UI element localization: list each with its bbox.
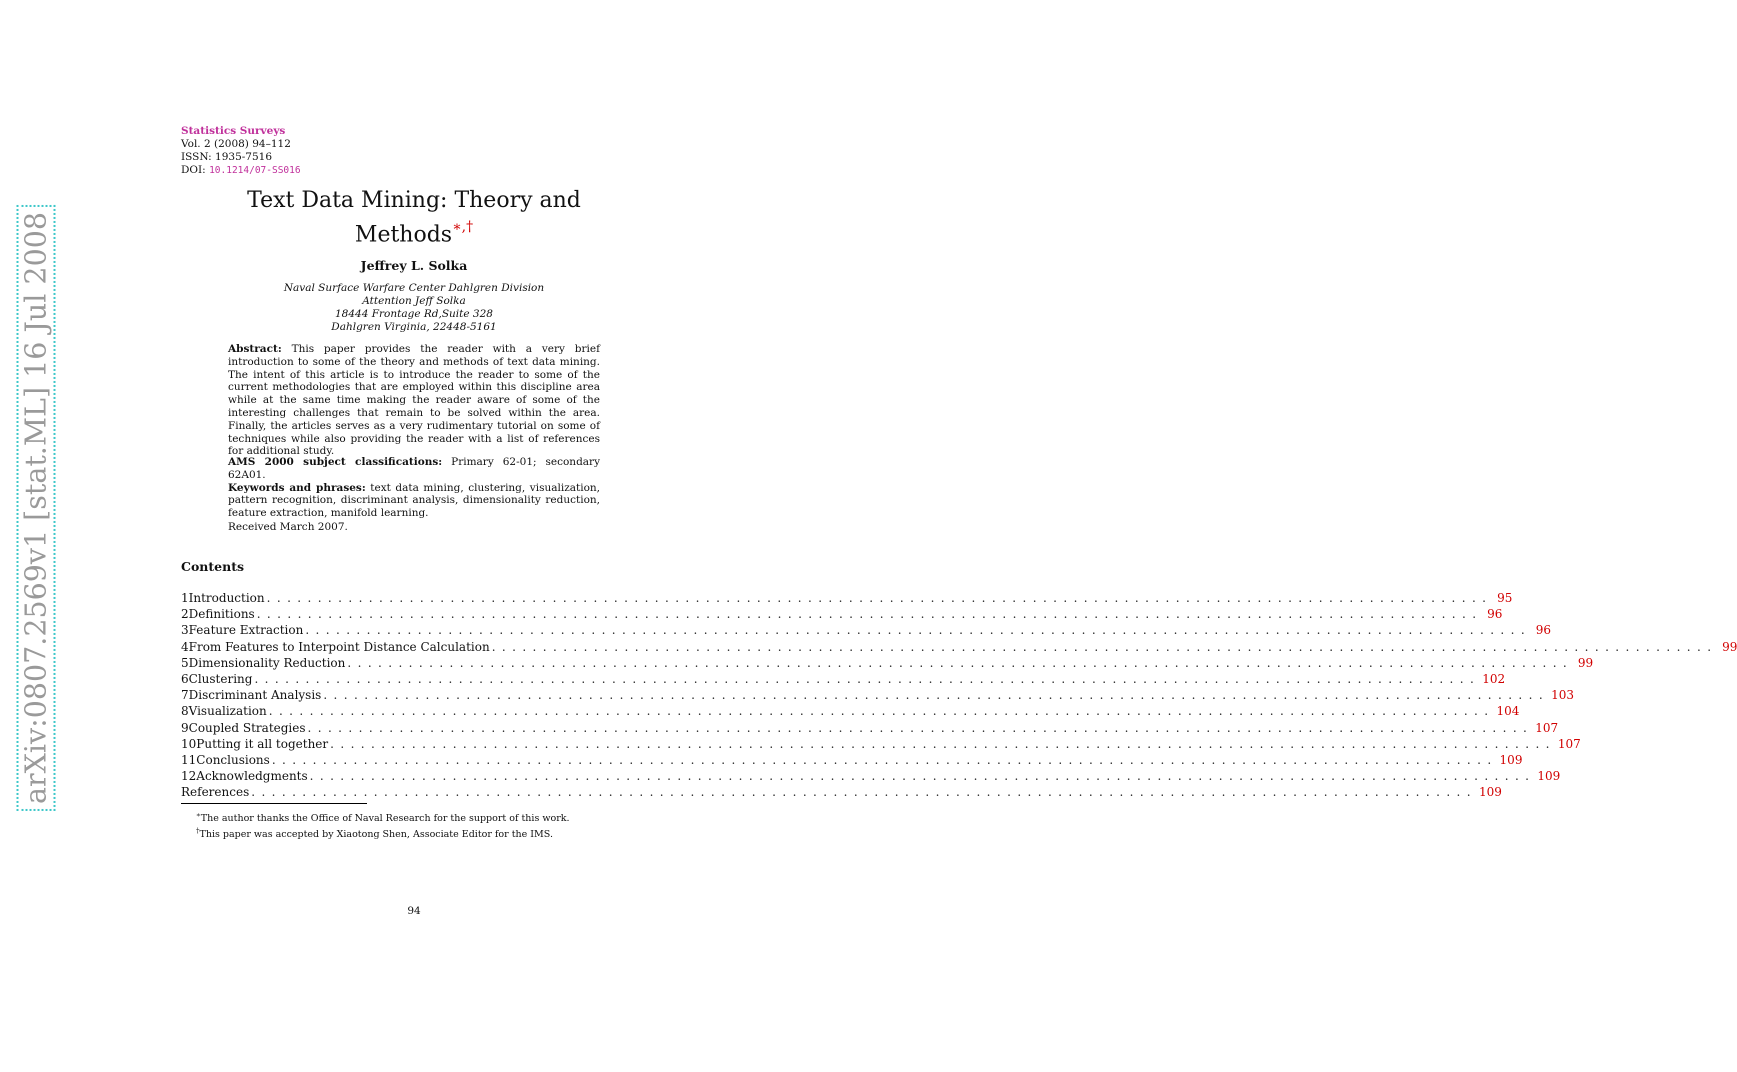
received-date: Received March 2007.: [228, 521, 348, 533]
table-of-contents: [181, 591, 1737, 801]
toc-entry[interactable]: [181, 785, 1502, 801]
toc-entry-title[interactable]: Visualization: [188, 704, 267, 719]
footnote: [196, 809, 570, 825]
journal-name[interactable]: Statistics Surveys: [181, 125, 286, 137]
toc-entry-title[interactable]: From Features to Interpoint Distance Calculation: [188, 639, 490, 654]
toc-entry-title[interactable]: Feature Extraction: [188, 623, 304, 638]
ams-classification: [228, 456, 600, 482]
author-name: Jeffrey L. Solka: [360, 258, 468, 273]
classification-block: [228, 456, 600, 520]
toc-entry[interactable]: [181, 591, 1513, 607]
abstract-label: Abstract:: [228, 343, 282, 355]
title-footnote-marks[interactable]: ∗,†: [452, 219, 474, 235]
toc-dot-leader: ........................................................................................................................: [254, 671, 1481, 686]
journal-issn: ISSN: 1935-7516: [181, 151, 273, 163]
toc-entry-title[interactable]: Coupled Strategies: [188, 720, 306, 735]
toc-entry-number: 10: [181, 736, 197, 751]
title-line-2-text: Methods: [354, 222, 453, 248]
toc-entry-page-link[interactable]: 104: [1496, 704, 1520, 719]
toc-entry-title[interactable]: Discriminant Analysis: [188, 688, 322, 703]
toc-entry-page-link[interactable]: 99: [1722, 639, 1737, 654]
toc-entry[interactable]: [181, 704, 1520, 720]
toc-dot-leader: ........................................................................................................................: [251, 785, 1477, 800]
doi-label: DOI:: [181, 164, 206, 176]
contents-heading: Contents: [181, 559, 245, 574]
footnote-rule: [181, 803, 367, 804]
title-line-1: Text Data Mining: Theory and: [247, 188, 581, 213]
toc-entry-number: 3: [181, 623, 189, 638]
toc-entry-title[interactable]: Acknowledgments: [196, 769, 308, 784]
author-affiliation: [181, 282, 647, 334]
toc-entry-page-link[interactable]: 109: [1499, 752, 1523, 767]
toc-entry-number: 9: [181, 720, 189, 735]
toc-entry-number: 7: [181, 688, 189, 703]
toc-entry-title[interactable]: Clustering: [188, 671, 253, 686]
toc-dot-leader: ........................................................................................................................: [271, 752, 1498, 767]
keywords-text: text data mining, clustering, visualization, pattern recognition, discriminant analysis, dimensionality reduction, feature extraction, manifold learning.: [228, 481, 601, 520]
ams-label: AMS 2000 subject classifications:: [228, 456, 443, 468]
toc-entry-number: 5: [181, 655, 189, 670]
footnote-mark: †: [196, 827, 200, 836]
toc-entry-number: 2: [181, 607, 189, 622]
footnote-mark: ∗: [196, 811, 201, 819]
toc-entry-page-link[interactable]: 99: [1577, 655, 1594, 670]
toc-dot-leader: ........................................................................................................................: [256, 607, 1483, 622]
doi-link[interactable]: 10.1214/07-SS016: [209, 165, 301, 176]
toc-dot-leader: ........................................................................................................................: [347, 655, 1574, 670]
toc-entry[interactable]: [181, 752, 1523, 769]
toc-dot-leader: ........................................................................................................................: [323, 688, 1550, 703]
toc-entry-title[interactable]: Putting it all together: [196, 736, 329, 751]
toc-entry[interactable]: [181, 639, 1737, 656]
footnote-text: The author thanks the Office of Naval Research for the support of this work.: [200, 813, 570, 825]
toc-entry[interactable]: [181, 607, 1503, 623]
affiliation-line: Attention Jeff Solka: [362, 295, 466, 307]
toc-entry-page-link[interactable]: 95: [1497, 591, 1513, 605]
toc-entry-page-link[interactable]: 102: [1482, 671, 1506, 686]
toc-entry-number: 8: [181, 704, 189, 719]
toc-entry[interactable]: [181, 688, 1574, 704]
toc-entry[interactable]: [181, 623, 1552, 639]
toc-entry-page-link[interactable]: 96: [1535, 623, 1552, 638]
toc-entry-title[interactable]: Definitions: [188, 607, 255, 622]
toc-entry-number: 6: [181, 671, 189, 686]
toc-entry-page-link[interactable]: 109: [1478, 785, 1502, 800]
toc-entry-page-link[interactable]: 109: [1537, 769, 1561, 784]
toc-entry-number: 12: [181, 769, 197, 784]
affiliation-line: 18444 Frontage Rd,Suite 328: [335, 308, 493, 320]
toc-dot-leader: ........................................................................................................................: [305, 623, 1532, 638]
toc-entry[interactable]: [181, 769, 1561, 785]
ams-text: Primary 62-01; secondary 62A01.: [228, 456, 601, 481]
footnote: [196, 825, 570, 841]
toc-entry-title[interactable]: Dimensionality Reduction: [188, 655, 346, 670]
abstract: [228, 343, 600, 458]
footnotes: [196, 809, 570, 841]
affiliation-line: Naval Surface Warfare Center Dahlgren Division: [283, 282, 545, 294]
toc-dot-leader: ........................................................................................................................: [491, 639, 1718, 654]
toc-entry-number: 11: [181, 752, 197, 767]
page-number: 94: [407, 905, 421, 917]
toc-dot-leader: ........................................................................................................................: [268, 704, 1495, 719]
toc-entry-page-link[interactable]: 107: [1557, 736, 1581, 751]
keywords: [228, 482, 600, 520]
keywords-label: Keywords and phrases:: [228, 481, 366, 494]
title-line-2: [181, 215, 647, 249]
toc-entry-title[interactable]: Conclusions: [196, 752, 270, 767]
toc-dot-leader: ........................................................................................................................: [309, 769, 1536, 784]
toc-dot-leader: ........................................................................................................................: [330, 736, 1556, 751]
journal-doi: [181, 164, 301, 177]
toc-entry[interactable]: [181, 671, 1506, 688]
paper-title: [181, 186, 647, 249]
toc-entry-title[interactable]: Introduction: [188, 591, 265, 605]
toc-entry[interactable]: [181, 736, 1581, 753]
toc-entry[interactable]: [181, 655, 1594, 672]
toc-entry-page-link[interactable]: 107: [1535, 720, 1559, 735]
journal-header: [181, 125, 301, 177]
toc-entry-page-link[interactable]: 103: [1551, 688, 1574, 703]
affiliation-line: Dahlgren Virginia, 22448-5161: [331, 321, 497, 333]
toc-entry-number: 1: [181, 591, 189, 605]
arxiv-stamp-text: arXiv:0807.2569v1 [stat.ML] 16 Jul 2008: [17, 205, 56, 811]
toc-entry[interactable]: [181, 720, 1559, 737]
journal-volume: Vol. 2 (2008) 94–112: [181, 138, 291, 150]
abstract-text: This paper provides the reader with a very brief introduction to some of the theory and methods of text data mining. The intent of this article is to introduce the reader to some of the current methodologies that are employed within this discipline area while at the same time making the reader aware of some of the interesting challenges that remain to be solved within the area. Finally, the articles serves as a very rudimentary tutorial on some of techniques while also providing the reader with a list of references for additional study.: [228, 343, 601, 458]
arxiv-stamp[interactable]: [19, 211, 53, 804]
footnote-text: This paper was accepted by Xiaotong Shen, Associate Editor for the IMS.: [199, 829, 553, 841]
toc-entry-title[interactable]: References: [181, 785, 250, 800]
toc-entry-page-link[interactable]: 96: [1487, 607, 1503, 622]
toc-dot-leader: ........................................................................................................................: [307, 720, 1534, 735]
toc-dot-leader: ........................................................................................................................: [266, 591, 1493, 605]
toc-entry-number: 4: [181, 639, 189, 654]
